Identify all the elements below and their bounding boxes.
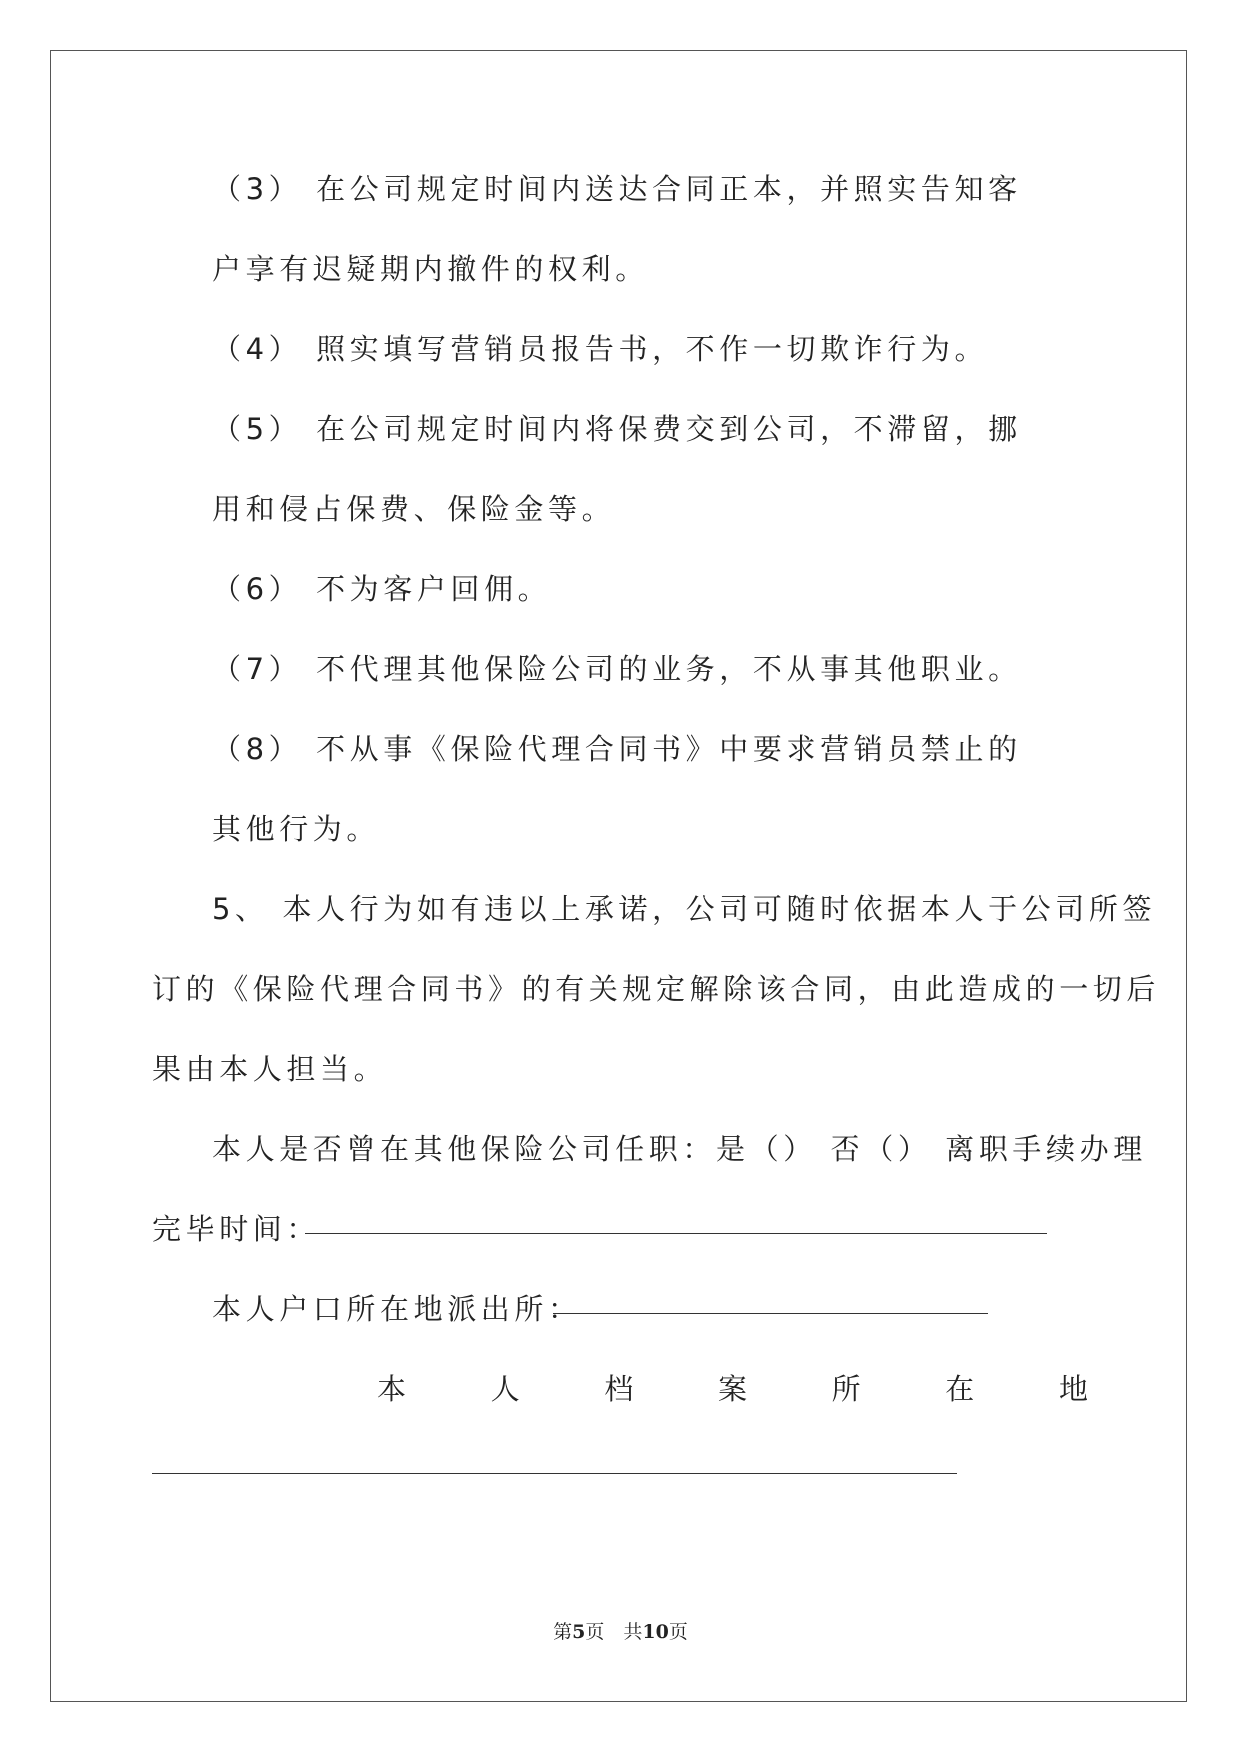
item-8-line-2: 其他行为。 — [212, 812, 381, 846]
archive-char: 所 — [831, 1372, 861, 1406]
footer-page-number: 5 — [572, 1621, 586, 1643]
archive-char: 人 — [490, 1372, 520, 1406]
archive-char: 案 — [717, 1372, 747, 1406]
footer-prefix: 第 — [553, 1621, 573, 1643]
item-6: （6） 不为客户回佣。 — [212, 572, 552, 606]
page-border — [50, 50, 1187, 1702]
prior-employment-question: 本人是否曾在其他保险公司任职：是（） 否（） 离职手续办理 — [212, 1132, 1147, 1166]
police-station-blank — [553, 1313, 988, 1314]
archive-char: 档 — [604, 1372, 634, 1406]
archive-char: 地 — [1058, 1372, 1088, 1406]
archive-location-label — [152, 1371, 1088, 1407]
clause-5-line-2: 订的《保险代理合同书》的有关规定解除该合同，由此造成的一切后 — [152, 972, 1161, 1006]
item-5-line-1: （5） 在公司规定时间内将保费交到公司，不滞留，挪 — [212, 412, 1022, 446]
item-4: （4） 照实填写营销员报告书，不作一切欺诈行为。 — [212, 332, 989, 366]
clause-5-line-1: 5、 本人行为如有违以上承诺，公司可随时依据本人于公司所签 — [212, 892, 1157, 926]
page-footer — [0, 1617, 1241, 1644]
completion-time-label: 完毕时间： — [152, 1212, 321, 1246]
clause-5-line-3: 果由本人担当。 — [152, 1052, 388, 1086]
footer-suffix: 页 — [668, 1621, 688, 1643]
archive-char: 在 — [945, 1372, 975, 1406]
item-8-line-1: （8） 不从事《保险代理合同书》中要求营销员禁止的 — [212, 732, 1022, 766]
footer-mid: 页 共 — [585, 1621, 643, 1643]
completion-time-blank — [305, 1233, 1047, 1234]
item-3-line-1: （3） 在公司规定时间内送达合同正本，并照实告知客 — [212, 172, 1022, 206]
item-3-line-2: 户享有迟疑期内撤件的权利。 — [212, 252, 649, 286]
archive-location-blank — [152, 1473, 957, 1474]
item-5-line-2: 用和侵占保费、保险金等。 — [212, 492, 616, 526]
police-station-label: 本人户口所在地派出所： — [212, 1292, 582, 1326]
footer-total-pages: 10 — [642, 1621, 669, 1643]
archive-char: 本 — [377, 1372, 407, 1406]
item-7: （7） 不代理其他保险公司的业务，不从事其他职业。 — [212, 652, 1022, 686]
